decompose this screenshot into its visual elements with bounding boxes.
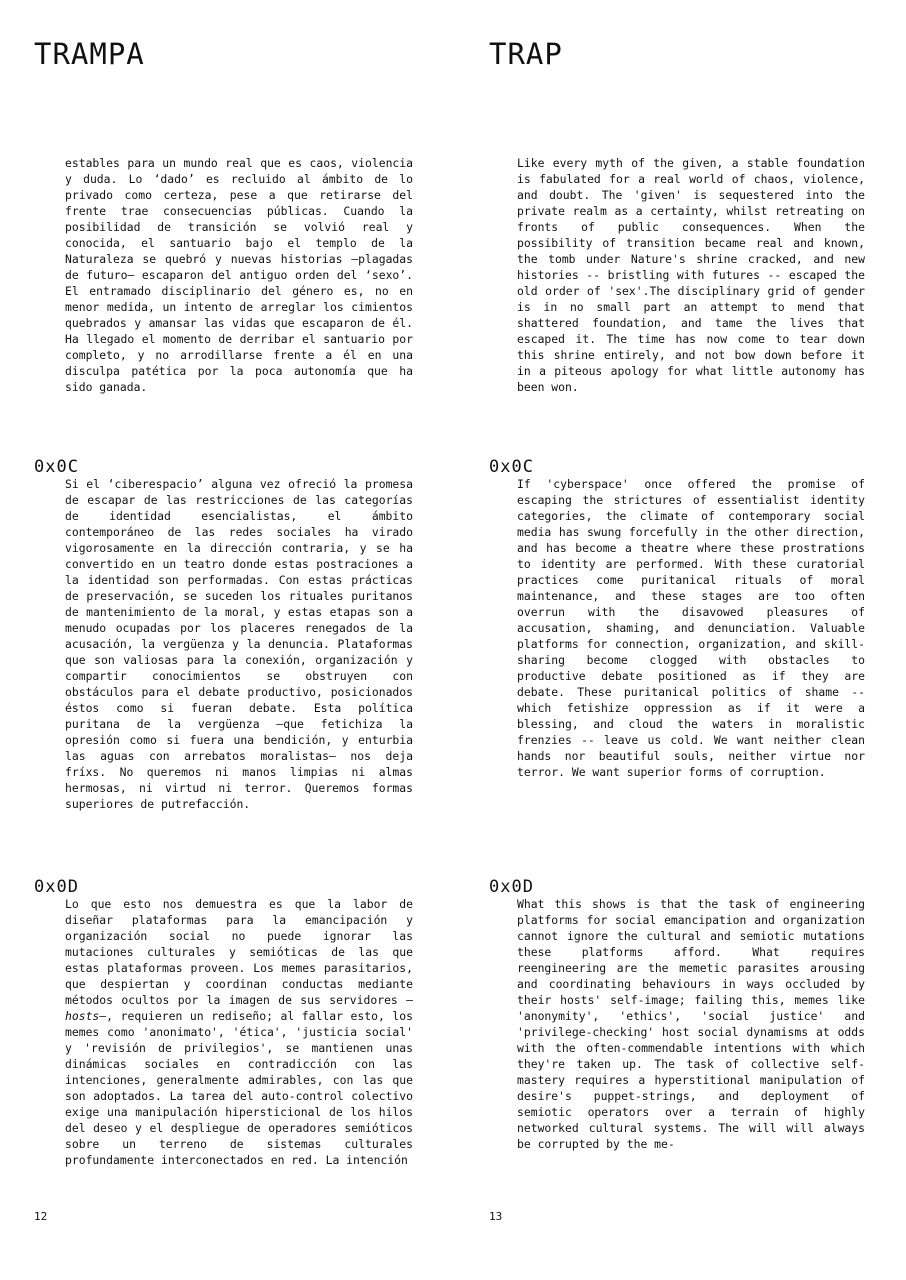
section-heading: 0x0D xyxy=(489,877,534,897)
section-0x0d xyxy=(489,878,865,1152)
text-segment: —, requieren un rediseño; al fallar esto, los memes como 'anonimato', 'ética', 'justicia social' y 'revisión de privilegios', se mantienen unas dinámicas sociales en contradicción con las intenciones, generalmente admirables, con las que son adoptados. La tarea del auto-control colectivo exige una manipulación hipersticional de los hilos del deseo y el despliegue de operadores semióticos sobre un terreno de sistemas culturales profundamente interconectados en red. La intención xyxy=(65,1009,413,1167)
section-paragraph: What this shows is that the task of engineering platforms for social emancipation and organization cannot ignore the cultural and semiotic mutations these platforms afford. What requires reengineering are the memetic parasites arousing and coordinating behaviours in ways occluded by their hosts' self-image; failing this, memes like 'anonymity', 'ethics', 'social justice' and 'privilege-checking' host social dynamisms at odds with the often-commendable intentions with which they're taken up. The task of collective self-mastery requires a hyperstitional manipulation of desire's puppet-strings, and deployment of semiotic operators over a terrain of highly networked cultural systems. The will will always be corrupted by the me- xyxy=(517,897,865,1151)
section-paragraph: If 'cyberspace' once offered the promise of escaping the strictures of essentialist identity categories, the climate of contemporary social media has swung forcefully in the other direction, and has become a theatre where these prostrations to identity are performed. With these curatorial practices come puritanical rituals of moral maintenance, and these stages are too often overrun with the disavowed pleasures of accusation, shaming, and denunciation. Valuable platforms for connection, organization, and skill-sharing become clogged with obstacles to productive debate positioned as if they are debate. These puritanical politics of shame -- which fetishize oppression as if it were a blessing, and cloud the waters in moralistic frenzies -- leave us cold. We want neither clean hands nor beautiful souls, neither virtue nor terror. We want superior forms of corruption. xyxy=(517,477,865,779)
page-number: 12 xyxy=(34,1210,48,1223)
section-0x0c xyxy=(34,458,413,812)
section-0x0c xyxy=(489,458,865,780)
section-heading: 0x0C xyxy=(489,457,534,477)
section-paragraph: Si el ‘ciberespacio’ alguna vez ofreció la promesa de escapar de las restricciones de las categorías de identidad esencialistas, el ámbito contemporáneo de las redes sociales ha virado vigorosamente en la dirección contraria, y se ha convertido en un teatro donde estas postraciones a la identidad son performadas. Con estas prácticas de preservación, se suceden los rituales puritanos de mantenimiento de la moral, y estas etapas son a menudo ocupadas por los placeres renegados de la acusación, la vergüenza y la denuncia. Plataformas que son valiosas para la conexión, organización y compartir conocimientos se obstruyen con obstáculos para el debate productivo, posicionados éstos como si fueran debate. Esta política puritana de la vergüenza —que fetichiza la opresión como si fuera una bendición, y enturbia las aguas con arrebatos moralistas— nos deja fríxs. No queremos ni manos limpias ni almas hermosas, ni virtud ni terror. Queremos formas superiores de putrefacción. xyxy=(65,477,413,811)
intro-block xyxy=(517,155,865,395)
text-segment: Lo que esto nos demuestra es que la labor de diseñar plataformas para la emancipación y organización social no puede ignorar las mutaciones culturales y semióticas de las que estas plataformas proveen. Los memes parasitarios, que despiertan y coordinan conductas mediante métodos ocultos por la imagen de sus servidores — xyxy=(65,897,413,1007)
intro-block xyxy=(65,155,413,395)
emphasized-word: hosts xyxy=(65,1009,100,1023)
section-0x0d xyxy=(34,878,413,1168)
right-page xyxy=(453,0,906,1280)
section-heading: 0x0C xyxy=(34,457,79,477)
section-paragraph xyxy=(65,896,413,1168)
page-title: TRAMPA xyxy=(34,37,145,71)
page-number: 13 xyxy=(489,1210,503,1223)
intro-paragraph: Like every myth of the given, a stable foundation is fabulated for a real world of chaos, violence, and doubt. The 'given' is sequestered into the private realm as a certainty, whilst retreating on fronts of public consequences. When the possibility of transition became real and known, the tomb under Nature's shrine cracked, and new histories -- bristling with futures -- escaped the old order of 'sex'.The disciplinary grid of gender is in no small part an attempt to mend that shattered foundation, and tame the lives that escaped it. The time has now come to tear down this shrine entirely, and not bow down before it in a piteous apology for what little autonomy has been won. xyxy=(517,156,865,394)
page-title: TRAP xyxy=(489,37,563,71)
intro-paragraph: estables para un mundo real que es caos, violencia y duda. Lo ‘dado’ es recluido al ámbito de lo privado como certeza, pese a que retirarse del frente trae consecuencias públicas. Cuando la posibilidad de transición se volvió real y conocida, el santuario bajo el templo de la Naturaleza se quebró y nuevas historias —plagadas de futuro— escaparon del antiguo orden del ‘sexo’. El entramado disciplinario del género es, no en menor medida, un intento de arreglar los cimientos quebrados y amansar las vidas que escaparon de él. Ha llegado el momento de derribar el santuario por completo, y no arrodillarse frente a él en una disculpa patética por la poca autonomía que ha sido ganada. xyxy=(65,156,413,394)
section-heading: 0x0D xyxy=(34,877,79,897)
